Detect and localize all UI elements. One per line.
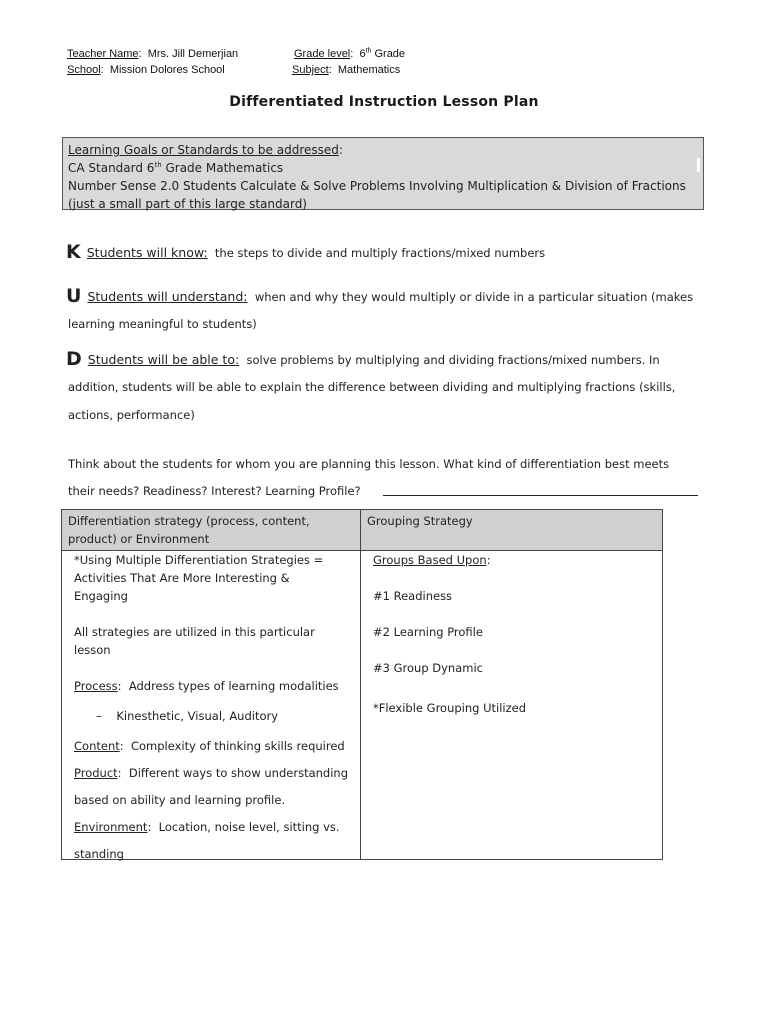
teacher-label: Teacher Name [67,48,139,60]
groups-label: Groups Based Upon [373,553,487,567]
strategy-line-5: lesson [74,643,111,657]
strategy-cell-content [68,553,354,861]
k-label: Students will know: [86,245,208,260]
grouping-cell-content [367,553,656,857]
content-line: Content: Complexity of thinking skills required [74,739,345,753]
grouping-item-4: *Flexible Grouping Utilized [373,701,527,715]
grade-word: Grade [374,48,406,60]
strategy-line-4: All strategies are utilized in this particular [74,625,315,639]
think-line-1: Think about the students for whom you are planning this lesson. What kind of differentiation best meets [68,457,670,471]
goals-label: Learning Goals or Standards to be addressed [68,143,339,157]
answer-line [383,495,698,496]
header-strategy [62,510,361,551]
cursor-bar [697,158,700,172]
table-header-row [62,510,663,551]
grouping-item-2: #2 Learning Profile [373,625,483,639]
strategy-line-2: Activities That Are More Interesting & [74,571,290,585]
grouping-cell [361,551,663,860]
grade-sup: th [365,47,372,55]
environment-text: Location, noise level, sitting vs. [158,820,340,834]
grade-label: Grade level [294,48,351,60]
think-line-2: their needs? Readiness? Interest? Learning Profile? [68,484,361,498]
d-text-2: addition, students will be able to explain the difference between dividing and multiplying fractions (skills, [68,380,676,394]
teacher-value: Mrs. Jill Demerjian [147,48,239,60]
d-text-3: actions, performance) [68,408,195,422]
bullet-line [96,709,278,723]
page-title: Differentiated Instruction Lesson Plan [229,94,539,110]
teacher-name: Teacher Name: Mrs. Jill Demerjian [67,48,239,60]
k-text: the steps to divide and multiply fractions/mixed numbers [214,246,546,260]
product-label: Product [74,766,118,780]
grouping-item-1: #1 Readiness [373,589,453,603]
environment-label: Environment [74,820,148,834]
goals-line-2: Number Sense 2.0 Students Calculate & Solve Problems Involving Multiplication & Division of Fractions [68,179,686,193]
content-text: Complexity of thinking skills required [130,739,345,753]
u-text-2: learning meaningful to students) [68,317,257,331]
understand-row [66,284,693,306]
bullet-dash: – [96,709,102,723]
school-value: Mission Dolores School [109,64,225,76]
header-grouping-text: Grouping Strategy [367,514,473,528]
environment-line: Environment: Location, noise level, sitting vs. [74,820,340,834]
goals-line-3: (just a small part of this large standard) [68,197,307,211]
goals-line-1b: Grade Mathematics [161,161,284,175]
product-text-2: based on ability and learning profile. [74,793,286,807]
u-letter: U [66,285,82,307]
product-line: Product: Different ways to show understanding [74,766,348,780]
u-label: Students will understand: [87,289,248,304]
subject-value: Mathematics [337,64,401,76]
grade-level: Grade level: 6th Grade [294,47,406,60]
goals-label-line: Learning Goals or Standards to be addressed: [68,143,343,157]
learning-goals-box [62,137,704,210]
bullet-text: Kinesthetic, Visual, Auditory [116,709,279,723]
school-label: School [67,64,101,76]
content-label: Content [74,739,120,753]
process-line: Process: Address types of learning modalities [74,679,339,693]
d-letter: D [66,348,82,370]
header-strategy-line-1: Differentiation strategy (process, content, [68,514,310,528]
school: School: Mission Dolores School [67,64,225,76]
subject-label: Subject [292,64,329,76]
goals-line-1a: CA Standard 6 [68,161,155,175]
d-text-1: solve problems by multiplying and dividing fractions/mixed numbers. In [246,353,660,367]
u-text-1: when and why they would multiply or divide in a particular situation (makes [254,290,694,304]
groups-line: Groups Based Upon: [373,553,491,567]
able-row [66,347,660,369]
subject: Subject: Mathematics [292,64,401,76]
k-letter: K [66,241,81,263]
environment-text-2: standing [74,847,124,861]
process-text: Address types of learning modalities [128,679,339,693]
strategy-table [61,509,663,860]
header-strategy-line-2: product) or Environment [68,532,210,546]
goals-line-1-sup: th [154,161,162,169]
strategy-line-3: Engaging [74,589,128,603]
header-grouping [361,510,663,551]
strategy-line-1: *Using Multiple Differentiation Strategies = [74,553,324,567]
table-row [62,551,663,860]
product-text: Different ways to show understanding [128,766,348,780]
grade-num: 6 [359,48,366,60]
goals-line-1 [68,159,698,177]
grouping-item-3: #3 Group Dynamic [373,661,483,675]
know-row [66,240,545,262]
process-label: Process [74,679,118,693]
d-label: Students will be able to: [87,352,240,367]
strategy-cell [62,551,361,860]
